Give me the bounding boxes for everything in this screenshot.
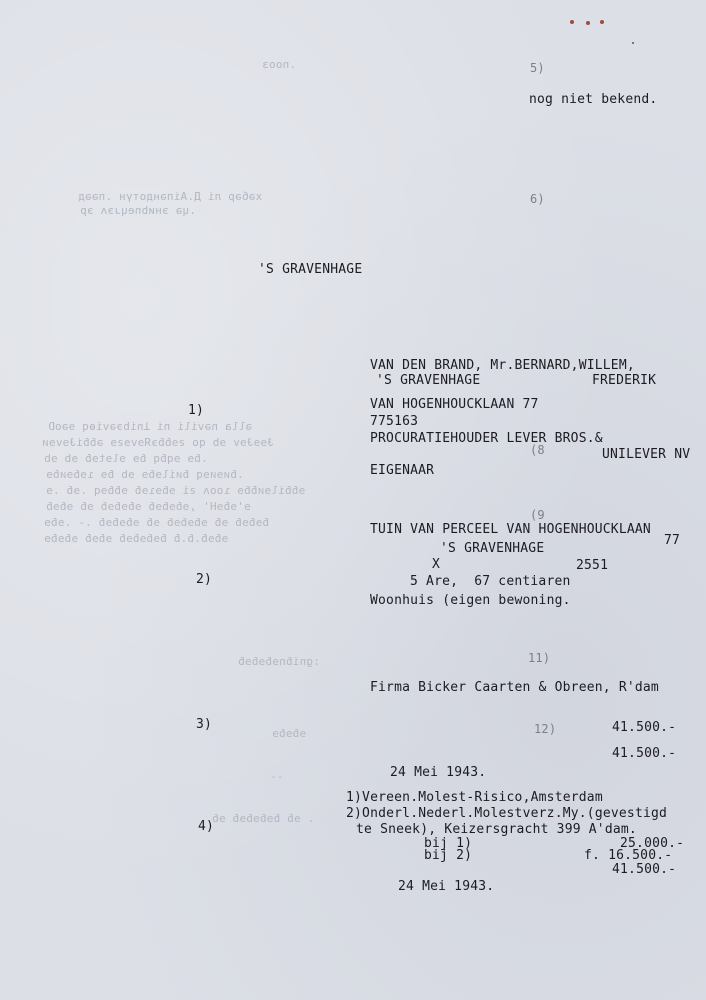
section-marker-12: 12) [534, 722, 557, 736]
insurer-line-1: 1)Vereen.Molest-Risico,Amsterdam [346, 790, 603, 805]
date-second: 24 Mei 1943. [398, 879, 495, 894]
bleed-through-text: .ɓᴎɘᴎɘq ɓᴎilɘɓɘ ɘb ɓɘ ɿɘɓɘᴎɓɘ [46, 468, 244, 481]
section-marker-8: (8 [530, 443, 545, 457]
stain-mark [600, 20, 604, 24]
property-area: 5 Are, 67 centiaren [410, 574, 571, 589]
bleed-through-text: :gniɓnɘɓɘɓɘɓ [238, 655, 320, 668]
place-heading: 'S GRAVENHAGE [258, 262, 363, 277]
share-total: 41.500.- [612, 862, 677, 877]
bleed-through-text: .nooз [262, 58, 297, 71]
bleed-through-text: хәбәр лі Д.Аіпәндотүн .пәәд [78, 190, 263, 203]
property-description: TUIN VAN PERCEEL VAN HOGENHOUCKLAAN [370, 522, 651, 537]
share-label-1: bij 1) [424, 836, 473, 851]
owner-occupation: PROCURATIEHOUDER LEVER BROS.& [370, 431, 603, 446]
item-number-4: 4) [198, 819, 215, 834]
share-amount-2: f. 16.500.- [584, 848, 673, 863]
bleed-through-text: ɈɘɘɈɘv ɘb qo ƨɘɓɓэЯɘvɘƨɘ əɓɓiɈɘvɘᴎ [42, 436, 274, 449]
item-number-2: 2) [196, 572, 213, 587]
section-marker-11: 11) [528, 651, 551, 665]
stain-mark [570, 20, 574, 24]
bleed-through-text: ɘɓɓilɘᴎɓɓɘ ɿooʌ ƨi ɘɓɘɿɘɓ ɘɓɓɘq .ɘɓ .ɘ [46, 484, 306, 497]
bleed-through-text: .ɥə эниbneɥɹэʌ эp [80, 204, 196, 217]
property-number: 77 [664, 533, 681, 548]
insurer-line-3: te Sneek), Keizersgracht 399 A'dam. [356, 822, 637, 837]
property-city: 'S GRAVENHAGE [440, 541, 545, 556]
bleed-through-text: . ɘɓ ɓɘɓɘɓɘɓ ɘɓ [212, 812, 315, 825]
owner-street: VAN HOGENHOUCKLAAN 77 [370, 397, 539, 412]
insurer-line-2: 2)Onderl.Nederl.Molestverz.My.(gevestigd [346, 806, 668, 821]
stain-mark [586, 21, 590, 25]
share-label-2: bij 2) [424, 848, 473, 863]
owner-name: VAN DEN BRAND, Mr.BERNARD,WILLEM, [370, 358, 635, 373]
section-marker-6: 6) [530, 192, 545, 206]
share-amount-1: 25.000.- [620, 836, 685, 851]
speck-mark [632, 42, 634, 44]
bleed-through-text: .ɓɘ ɘqɓq ɓɘ ɘlɘtɘɓ ɘb ɘb [44, 452, 208, 465]
bleed-through-text: ɘɓɘɓ.ɓ.ɓ ɓɘɓɘɓɘɓ ɘɓɘɓ ɘɓɘɓɘ [44, 532, 229, 545]
owner-phone: 775163 [370, 414, 419, 429]
bleed-through-text: ɓɘɓɘɓ ɘɓ ɘɓɘɓɘɓ ɘɓ ɘɓɘɓɘɓ .- .ɘɓɘ [44, 516, 270, 529]
bleed-through-text: ɘɓɘɓɘ [272, 727, 307, 740]
amount-insured: 41.500.- [612, 720, 677, 735]
owner-capacity: EIGENAAR [370, 463, 435, 478]
section-marker-9: (9 [530, 508, 545, 522]
owner-employer: UNILEVER NV [602, 447, 691, 462]
firm-name: Firma Bicker Caarten & Obreen, R'dam [370, 680, 659, 695]
property-use: Woonhuis (eigen bewoning. [370, 593, 571, 608]
property-parcel: 2551 [576, 558, 609, 573]
item-number-1: 1) [188, 403, 205, 418]
bleed-through-text: əlla nəvili ni Ʇnibэәviөq ɘǝoD [48, 420, 253, 433]
item-number-3: 3) [196, 717, 213, 732]
owner-first-name-continued: FREDERIK [592, 373, 657, 388]
owner-city: 'S GRAVENHAGE [376, 373, 481, 388]
status-line: nog niet bekend. [529, 92, 658, 107]
bleed-through-text: -- [270, 770, 284, 783]
amount-total: 41.500.- [612, 746, 677, 761]
bleed-through-text: ɘ'ɘɓɘH' ,ɘɓɘɓɘɓ ɘɓɘɓɘɓ ɘɓ ɘɓɘɓ [46, 500, 251, 513]
property-section: X [432, 557, 441, 572]
date-first: 24 Mei 1943. [390, 765, 487, 780]
section-marker-5: 5) [530, 61, 545, 75]
